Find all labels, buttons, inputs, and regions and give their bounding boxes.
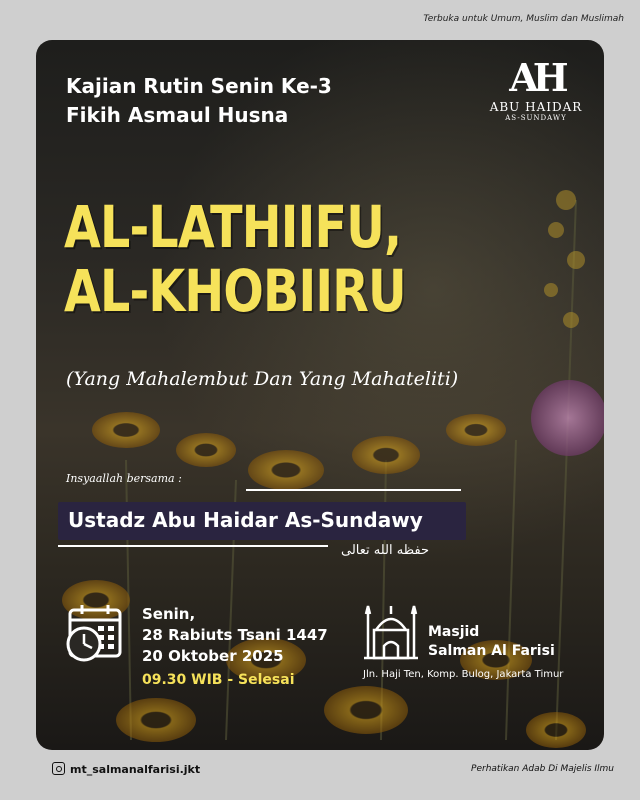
title-line-1: AL-LATHIIFU,	[64, 193, 402, 261]
event-date	[142, 604, 328, 667]
main-title	[64, 195, 406, 323]
venue-line-1: Masjid	[428, 624, 480, 640]
mosque-icon	[362, 600, 420, 662]
event-heading	[66, 72, 332, 130]
instagram-icon	[52, 762, 65, 775]
divider-top	[246, 489, 461, 491]
instagram-handle[interactable]	[52, 762, 200, 776]
abu-haidar-logo	[486, 55, 586, 122]
title-line-2: AL-KHOBIIRU	[64, 257, 406, 325]
calendar-clock-icon	[64, 602, 128, 666]
logo-subtitle: AS-SUNDAWY	[505, 114, 567, 122]
event-day: Senin,	[142, 605, 196, 623]
venue-line-2: Salman Al Farisi	[428, 643, 555, 659]
speaker-name: Ustadz Abu Haidar As-Sundawy	[68, 508, 423, 532]
logo-name: ABU HAIDAR	[489, 100, 583, 114]
title-translation: (Yang Mahalembut Dan Yang Mahateliti)	[66, 368, 459, 390]
event-time: 09.30 WIB - Selesai	[142, 672, 295, 688]
venue-address: Jln. Haji Ten, Komp. Bulog, Jakarta Timur	[363, 669, 564, 680]
event-topic: Fikih Asmaul Husna	[66, 103, 289, 127]
with-label: Insyaallah bersama :	[66, 472, 182, 485]
event-gregorian-date: 20 Oktober 2025	[142, 647, 284, 665]
event-series: Kajian Rutin Senin Ke-3	[66, 74, 332, 98]
venue-name	[428, 623, 555, 661]
poster-card	[36, 40, 604, 750]
honorific: حفظه الله تعالى	[341, 543, 430, 558]
event-hijri-date: 28 Rabiuts Tsani 1447	[142, 626, 328, 644]
logo-mark: AH	[509, 55, 563, 100]
divider-bottom	[58, 545, 328, 547]
etiquette-note: Perhatikan Adab Di Majelis Ilmu	[471, 764, 614, 774]
audience-note: Terbuka untuk Umum, Muslim dan Muslimah	[423, 14, 624, 24]
instagram-text: mt_salmanalfarisi.jkt	[70, 763, 201, 776]
